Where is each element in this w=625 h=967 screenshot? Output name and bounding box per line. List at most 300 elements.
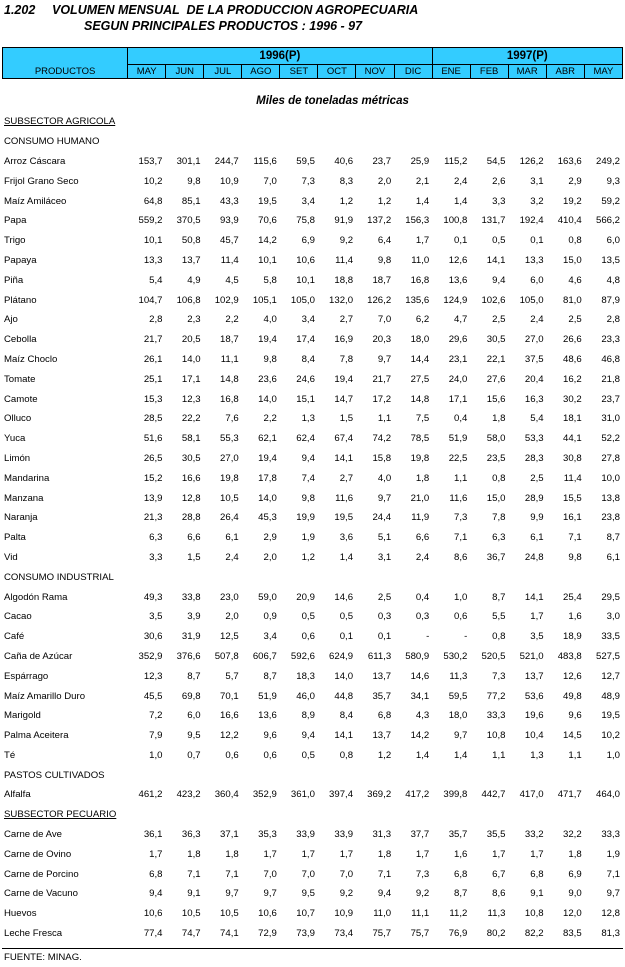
value-cell: 44,8 bbox=[334, 690, 354, 702]
value-cell: 15,6 bbox=[486, 393, 506, 405]
value-cell: 410,4 bbox=[557, 215, 582, 227]
value-cell: 19,8 bbox=[410, 452, 430, 464]
value-cell: 9,7 bbox=[377, 492, 392, 504]
value-cell: 10,6 bbox=[258, 908, 277, 920]
table-row bbox=[2, 508, 623, 528]
empty-cell bbox=[127, 132, 623, 152]
value-cell: 49,8 bbox=[563, 690, 582, 702]
value-cell: 11,4 bbox=[563, 472, 582, 484]
value-cell: 22,5 bbox=[448, 452, 468, 464]
value-cell: 163,6 bbox=[557, 155, 582, 167]
value-cell: 0,7 bbox=[187, 749, 201, 761]
month-header: OCT bbox=[318, 65, 356, 79]
value-cell: 24,4 bbox=[372, 512, 392, 524]
value-cell: 126,2 bbox=[367, 294, 392, 306]
value-cell: 461,2 bbox=[138, 789, 163, 801]
value-cell: 3,3 bbox=[149, 551, 163, 563]
value-cell: 14,6 bbox=[334, 591, 354, 603]
value-cell: 17,1 bbox=[181, 373, 201, 385]
value-cell: 14,2 bbox=[410, 730, 430, 742]
row-label: Yuca bbox=[4, 433, 26, 445]
value-cell: 62,4 bbox=[296, 433, 315, 445]
row-label: Plátano bbox=[4, 294, 37, 306]
table-row bbox=[2, 746, 623, 766]
value-cell: 7,1 bbox=[568, 532, 582, 544]
value-cell: 14,7 bbox=[334, 393, 354, 405]
value-cell: 0,1 bbox=[530, 235, 544, 247]
value-cell: 19,6 bbox=[524, 710, 544, 722]
value-cell: 36,7 bbox=[486, 551, 506, 563]
table-row bbox=[2, 231, 623, 251]
value-cell: 10,5 bbox=[181, 908, 201, 920]
value-cell: 33,9 bbox=[296, 829, 315, 841]
value-cell: 14,4 bbox=[410, 353, 430, 365]
value-cell: 15,1 bbox=[296, 393, 315, 405]
value-cell: 19,9 bbox=[296, 512, 315, 524]
value-cell: 9,7 bbox=[454, 730, 468, 742]
value-cell: 9,8 bbox=[187, 175, 201, 187]
value-cell: 14,2 bbox=[258, 235, 277, 247]
value-cell: 9,8 bbox=[568, 551, 582, 563]
value-cell: 33,5 bbox=[601, 631, 620, 643]
value-cell: 0,5 bbox=[301, 749, 315, 761]
value-cell: 21,7 bbox=[143, 334, 163, 346]
value-cell: 44,1 bbox=[563, 433, 582, 445]
table-row bbox=[2, 666, 623, 686]
value-cell: 1,9 bbox=[301, 532, 315, 544]
table-row bbox=[2, 251, 623, 271]
value-cell: 102,9 bbox=[214, 294, 239, 306]
value-cell: 12,7 bbox=[601, 670, 620, 682]
row-label: PASTOS CULTIVADOS bbox=[4, 769, 105, 781]
row-label: Limón bbox=[4, 452, 31, 464]
value-cell: 2,5 bbox=[568, 314, 582, 326]
value-cell: 2,1 bbox=[415, 175, 430, 187]
value-cell: 35,7 bbox=[372, 690, 392, 702]
value-cell: 46,0 bbox=[296, 690, 315, 702]
value-cell: 423,2 bbox=[176, 789, 201, 801]
value-cell: 49,3 bbox=[143, 591, 163, 603]
value-cell: 31,9 bbox=[181, 631, 201, 643]
value-cell: 9,8 bbox=[301, 492, 315, 504]
value-cell: 566,2 bbox=[595, 215, 620, 227]
value-cell: 3,4 bbox=[301, 195, 315, 207]
value-cell: 50,8 bbox=[181, 235, 201, 247]
value-cell: 14,8 bbox=[220, 373, 239, 385]
value-cell: 3,4 bbox=[301, 314, 315, 326]
value-cell: 126,2 bbox=[519, 155, 544, 167]
value-cell: 20,3 bbox=[372, 334, 392, 346]
value-cell: 153,7 bbox=[138, 155, 163, 167]
row-label: Olluco bbox=[4, 413, 32, 425]
value-cell: 13,6 bbox=[448, 274, 468, 286]
month-header: JUN bbox=[166, 65, 204, 79]
month-header: NOV bbox=[356, 65, 394, 79]
value-cell: 7,1 bbox=[225, 868, 239, 880]
value-cell: 6,0 bbox=[606, 235, 620, 247]
value-cell: 17,1 bbox=[448, 393, 468, 405]
value-cell: 37,1 bbox=[220, 829, 239, 841]
value-cell: 55,3 bbox=[220, 433, 239, 445]
table-row bbox=[2, 528, 623, 548]
value-cell: 59,5 bbox=[296, 155, 315, 167]
table-row bbox=[2, 647, 623, 667]
value-cell: 19,4 bbox=[258, 452, 277, 464]
value-cell: 7,0 bbox=[301, 868, 315, 880]
value-cell: 580,9 bbox=[405, 650, 430, 662]
value-cell: 81,3 bbox=[601, 928, 620, 940]
title-line-2: SEGUN PRINCIPALES PRODUCTOS : 1996 - 97 bbox=[84, 19, 363, 33]
value-cell: 33,9 bbox=[334, 829, 354, 841]
value-cell: 26,5 bbox=[143, 452, 163, 464]
value-cell: 0,5 bbox=[339, 611, 354, 623]
units-caption: Miles de toneladas métricas bbox=[256, 95, 409, 107]
month-header: DIC bbox=[394, 65, 432, 79]
value-cell: 45,3 bbox=[258, 512, 277, 524]
year-1997-header: 1997(P) bbox=[432, 48, 622, 65]
value-cell: 4,5 bbox=[225, 274, 239, 286]
value-cell: 5,4 bbox=[149, 274, 163, 286]
value-cell: 399,8 bbox=[443, 789, 468, 801]
value-cell: 14,8 bbox=[410, 393, 430, 405]
value-cell: 6,0 bbox=[187, 710, 201, 722]
table-row bbox=[2, 884, 623, 904]
value-cell: 34,1 bbox=[410, 690, 430, 702]
value-cell: 352,9 bbox=[252, 789, 277, 801]
value-cell: 9,4 bbox=[492, 274, 506, 286]
value-cell: 1,8 bbox=[492, 413, 506, 425]
value-cell: 25,9 bbox=[410, 155, 430, 167]
value-cell: 6,3 bbox=[492, 532, 506, 544]
value-cell: 15,8 bbox=[372, 452, 392, 464]
value-cell: 7,3 bbox=[454, 512, 468, 524]
value-cell: 18,8 bbox=[334, 274, 354, 286]
value-cell: 46,8 bbox=[601, 353, 620, 365]
value-cell: 30,2 bbox=[563, 393, 582, 405]
value-cell: 16,6 bbox=[220, 710, 239, 722]
value-cell: 80,2 bbox=[486, 928, 506, 940]
value-cell: 8,9 bbox=[301, 710, 315, 722]
value-cell: 1,8 bbox=[187, 848, 201, 860]
value-cell: 13,5 bbox=[601, 254, 620, 266]
value-cell: 19,2 bbox=[563, 195, 582, 207]
value-cell: 3,9 bbox=[187, 611, 201, 623]
value-cell: 8,7 bbox=[454, 888, 468, 900]
value-cell: 9,4 bbox=[301, 452, 315, 464]
value-cell: 7,1 bbox=[606, 868, 620, 880]
group-row bbox=[2, 765, 623, 785]
value-cell: 3,1 bbox=[530, 175, 544, 187]
value-cell: 2,5 bbox=[530, 472, 544, 484]
value-cell: 73,9 bbox=[296, 928, 315, 940]
month-header: ABR bbox=[546, 65, 584, 79]
table-row bbox=[2, 211, 623, 231]
value-cell: 1,7 bbox=[301, 848, 315, 860]
value-cell: 30,5 bbox=[181, 452, 201, 464]
value-cell: 2,0 bbox=[263, 551, 277, 563]
value-cell: 0,8 bbox=[492, 472, 506, 484]
value-cell: 6,1 bbox=[225, 532, 239, 544]
value-cell: 74,2 bbox=[372, 433, 392, 445]
row-label: Huevos bbox=[4, 908, 37, 920]
value-cell: 1,0 bbox=[149, 749, 163, 761]
value-cell: 7,9 bbox=[149, 730, 163, 742]
value-cell: 2,9 bbox=[263, 532, 277, 544]
table-row bbox=[2, 548, 623, 568]
value-cell: 10,6 bbox=[296, 254, 315, 266]
row-label: SUBSECTOR AGRICOLA bbox=[4, 116, 116, 128]
value-cell: 35,3 bbox=[258, 829, 277, 841]
value-cell: 81,0 bbox=[563, 294, 582, 306]
value-cell: 4,0 bbox=[377, 472, 392, 484]
value-cell: 8,6 bbox=[454, 551, 468, 563]
value-cell: 26,6 bbox=[563, 334, 582, 346]
value-cell: 45,5 bbox=[143, 690, 163, 702]
value-cell: 74,1 bbox=[220, 928, 239, 940]
value-cell: 5,4 bbox=[530, 413, 544, 425]
value-cell: 8,7 bbox=[187, 670, 201, 682]
value-cell: 19,5 bbox=[334, 512, 354, 524]
value-cell: 3,5 bbox=[530, 631, 544, 643]
row-label: Maíz Amarillo Duro bbox=[4, 690, 86, 702]
value-cell: 14,5 bbox=[563, 730, 582, 742]
row-label: Tomate bbox=[4, 373, 36, 385]
table-row bbox=[2, 389, 623, 409]
value-cell: 18,7 bbox=[220, 334, 239, 346]
value-cell: 0,3 bbox=[415, 611, 430, 623]
value-cell: 21,7 bbox=[372, 373, 392, 385]
value-cell: 11,0 bbox=[411, 254, 430, 266]
value-cell: 21,0 bbox=[410, 492, 430, 504]
empty-cell bbox=[127, 567, 623, 587]
value-cell: 10,0 bbox=[601, 472, 620, 484]
value-cell: 11,4 bbox=[220, 254, 239, 266]
value-cell: 35,7 bbox=[448, 829, 468, 841]
value-cell: 26,4 bbox=[220, 512, 239, 524]
value-cell: 10,4 bbox=[524, 730, 544, 742]
value-cell: 10,1 bbox=[143, 235, 163, 247]
table-row bbox=[2, 587, 623, 607]
value-cell: 9,7 bbox=[225, 888, 239, 900]
table-row bbox=[2, 924, 623, 944]
table-row bbox=[2, 350, 623, 370]
value-cell: 9,1 bbox=[187, 888, 201, 900]
value-cell: 606,7 bbox=[252, 650, 277, 662]
value-cell: 2,6 bbox=[492, 175, 506, 187]
value-cell: 0,4 bbox=[415, 591, 430, 603]
row-label: CONSUMO INDUSTRIAL bbox=[4, 571, 114, 583]
value-cell: 6,3 bbox=[149, 532, 163, 544]
table-row bbox=[2, 330, 623, 350]
value-cell: 6,8 bbox=[377, 710, 392, 722]
value-cell: 15,5 bbox=[563, 492, 582, 504]
value-cell: 115,2 bbox=[444, 155, 468, 167]
empty-cell bbox=[127, 112, 623, 132]
value-cell: 10,6 bbox=[143, 908, 163, 920]
value-cell: 0,8 bbox=[339, 749, 354, 761]
value-cell: 70,1 bbox=[220, 690, 239, 702]
value-cell: 0,6 bbox=[225, 749, 239, 761]
subsector-row bbox=[2, 805, 623, 825]
value-cell: 18,9 bbox=[563, 631, 582, 643]
value-cell: 59,2 bbox=[601, 195, 620, 207]
value-cell: 4,7 bbox=[454, 314, 468, 326]
value-cell: 1,9 bbox=[606, 848, 620, 860]
value-cell: 12,3 bbox=[143, 670, 163, 682]
value-cell: 7,3 bbox=[301, 175, 315, 187]
value-cell: 13,7 bbox=[372, 670, 392, 682]
value-cell: 12,8 bbox=[601, 908, 620, 920]
row-label: Leche Fresca bbox=[4, 928, 63, 940]
table-row bbox=[2, 290, 623, 310]
value-cell: 24,8 bbox=[524, 551, 544, 563]
value-cell: 33,8 bbox=[181, 591, 201, 603]
value-cell: 23,7 bbox=[601, 393, 620, 405]
value-cell: 22,2 bbox=[181, 413, 201, 425]
productos-header: PRODUCTOS bbox=[3, 65, 128, 79]
value-cell: 5,1 bbox=[377, 532, 392, 544]
value-cell: 11,1 bbox=[411, 908, 430, 920]
value-cell: 1,8 bbox=[415, 472, 430, 484]
value-cell: 37,7 bbox=[410, 829, 430, 841]
value-cell: 137,2 bbox=[367, 215, 392, 227]
value-cell: 15,0 bbox=[486, 492, 506, 504]
value-cell: 3,0 bbox=[606, 611, 620, 623]
value-cell: 10,1 bbox=[296, 274, 315, 286]
row-label: Trigo bbox=[4, 235, 26, 247]
value-cell: 2,7 bbox=[339, 472, 354, 484]
value-cell: 13,3 bbox=[524, 254, 544, 266]
value-cell: 19,4 bbox=[258, 334, 277, 346]
value-cell: 301,1 bbox=[176, 155, 201, 167]
value-cell: 1,3 bbox=[301, 413, 315, 425]
value-cell: 13,9 bbox=[143, 492, 163, 504]
row-label: Algodón Rama bbox=[4, 591, 68, 603]
value-cell: 27,6 bbox=[486, 373, 506, 385]
value-cell: 9,4 bbox=[301, 730, 315, 742]
value-cell: 23,1 bbox=[448, 353, 468, 365]
table-row bbox=[2, 844, 623, 864]
table-row bbox=[2, 191, 623, 211]
subsector-row bbox=[2, 112, 623, 132]
value-cell: 26,1 bbox=[143, 353, 163, 365]
value-cell: 27,0 bbox=[220, 452, 239, 464]
value-cell: 23,7 bbox=[372, 155, 392, 167]
value-cell: 53,3 bbox=[524, 433, 544, 445]
value-cell: 131,7 bbox=[481, 215, 506, 227]
value-cell: 9,1 bbox=[530, 888, 544, 900]
month-header: SET bbox=[280, 65, 318, 79]
value-cell: 85,1 bbox=[181, 195, 201, 207]
value-cell: 83,5 bbox=[563, 928, 582, 940]
value-cell: 9,8 bbox=[263, 353, 277, 365]
value-cell: 4,0 bbox=[263, 314, 277, 326]
value-cell: 100,8 bbox=[443, 215, 468, 227]
table-row bbox=[2, 369, 623, 389]
value-cell: 507,8 bbox=[214, 650, 239, 662]
table-row bbox=[2, 607, 623, 627]
value-cell: 48,6 bbox=[563, 353, 582, 365]
table-row bbox=[2, 409, 623, 429]
value-cell: 1,2 bbox=[339, 195, 354, 207]
value-cell: 74,7 bbox=[181, 928, 201, 940]
value-cell: 23,3 bbox=[601, 334, 620, 346]
row-label: Manzana bbox=[4, 492, 44, 504]
row-label: Palma Aceitera bbox=[4, 730, 69, 742]
value-cell: 7,1 bbox=[454, 532, 468, 544]
value-cell: 2,2 bbox=[225, 314, 239, 326]
table-row bbox=[2, 310, 623, 330]
value-cell: 27,5 bbox=[410, 373, 430, 385]
value-cell: 6,6 bbox=[187, 532, 201, 544]
value-cell: 6,1 bbox=[530, 532, 544, 544]
value-cell: 14,0 bbox=[181, 353, 201, 365]
value-cell: 1,7 bbox=[149, 848, 163, 860]
value-cell: 14,6 bbox=[410, 670, 430, 682]
value-cell: 59,5 bbox=[448, 690, 468, 702]
value-cell: 31,3 bbox=[372, 829, 392, 841]
table-row bbox=[2, 864, 623, 884]
value-cell: 1,6 bbox=[568, 611, 582, 623]
value-cell: 4,9 bbox=[187, 274, 201, 286]
value-cell: 1,7 bbox=[415, 235, 430, 247]
value-cell: 9,4 bbox=[377, 888, 392, 900]
value-cell: 11,3 bbox=[449, 670, 468, 682]
value-cell: 105,0 bbox=[519, 294, 544, 306]
value-cell: 25,4 bbox=[563, 591, 582, 603]
value-cell: 361,0 bbox=[290, 789, 315, 801]
value-cell: 67,4 bbox=[334, 433, 354, 445]
value-cell: 1,1 bbox=[377, 413, 392, 425]
value-cell: 25,1 bbox=[143, 373, 163, 385]
value-cell: 2,8 bbox=[149, 314, 163, 326]
value-cell: 1,2 bbox=[377, 749, 392, 761]
value-cell: 376,6 bbox=[176, 650, 201, 662]
value-cell: 19,5 bbox=[601, 710, 620, 722]
value-cell: 102,6 bbox=[481, 294, 506, 306]
row-label: Maíz Amiláceo bbox=[4, 195, 67, 207]
value-cell: 1,4 bbox=[415, 749, 430, 761]
table-row bbox=[2, 468, 623, 488]
value-cell: 10,5 bbox=[220, 908, 239, 920]
value-cell: 30,5 bbox=[486, 334, 506, 346]
value-cell: 8,7 bbox=[263, 670, 277, 682]
row-label: Carne de Vacuno bbox=[4, 888, 78, 900]
value-cell: 8,7 bbox=[606, 532, 620, 544]
value-cell: 54,5 bbox=[486, 155, 506, 167]
value-cell: - bbox=[464, 631, 468, 643]
empty-cell bbox=[127, 765, 623, 785]
row-label: Camote bbox=[4, 393, 38, 405]
value-cell: 360,4 bbox=[214, 789, 239, 801]
value-cell: 2,9 bbox=[568, 175, 582, 187]
value-cell: 12,0 bbox=[563, 908, 582, 920]
value-cell: 124,9 bbox=[443, 294, 468, 306]
value-cell: 51,9 bbox=[258, 690, 277, 702]
value-cell: 8,6 bbox=[492, 888, 506, 900]
row-label: Mandarina bbox=[4, 472, 50, 484]
row-label: Frijol Grano Seco bbox=[4, 175, 79, 187]
value-cell: 33,2 bbox=[524, 829, 544, 841]
value-cell: 20,9 bbox=[296, 591, 315, 603]
value-cell: 6,7 bbox=[492, 868, 506, 880]
row-label: Vid bbox=[4, 551, 18, 563]
value-cell: 14,0 bbox=[334, 670, 354, 682]
value-cell: 105,1 bbox=[252, 294, 277, 306]
value-cell: 2,0 bbox=[377, 175, 392, 187]
value-cell: 77,2 bbox=[486, 690, 506, 702]
value-cell: 530,2 bbox=[443, 650, 468, 662]
